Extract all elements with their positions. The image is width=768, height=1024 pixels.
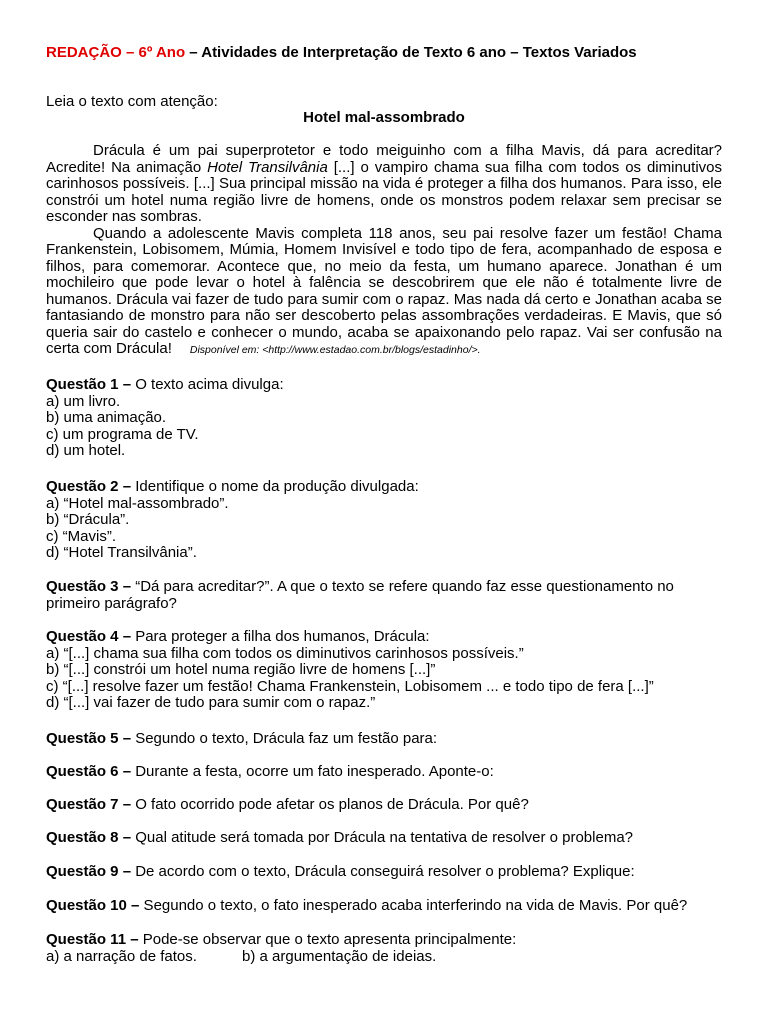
- option-b: b) “[...] constrói um hotel numa região livre de homens [...]”: [46, 661, 436, 679]
- option-d: d) “[...] vai fazer de tudo para sumir com o rapaz.”: [46, 694, 376, 712]
- option-b: b) a argumentação de ideias.: [242, 947, 437, 965]
- option-c: c) “Mavis”.: [46, 527, 116, 545]
- option-b: b) uma animação.: [46, 409, 167, 427]
- question-9: Questão 9 – De acordo com o texto, Drácula conseguirá resolver o problema? Explique:: [46, 863, 635, 880]
- question-6: Questão 6 – Durante a festa, ocorre um fato inesperado. Aponte-o:: [46, 763, 494, 780]
- question-2: Questão 2 – Identifique o nome da produção divulgada: a) “Hotel mal-assombrado”. b) “Drácula”. c) “Mavis”. d) “Hotel Transilvânia”.: [46, 479, 722, 562]
- question-5: Questão 5 – Segundo o texto, Drácula faz um festão para:: [46, 730, 438, 747]
- question-1: Questão 1 – O texto acima divulga: a) um livro. b) uma animação. c) um programa de TV. d) um hotel.: [46, 377, 722, 460]
- question-10: Questão 10 – Segundo o texto, o fato inesperado acaba interferindo na vida de Mavis. Por quê?: [46, 897, 688, 914]
- option-a: a) um livro.: [46, 392, 121, 410]
- option-d: d) um hotel.: [46, 442, 126, 460]
- option-a: a) “[...] chama sua filha com todos os diminutivos carinhosos possíveis.”: [46, 644, 524, 662]
- paragraph-1: Drácula é um pai superprotetor e todo meiguinho com a filha Mavis, dá para acreditar? Acredite! Na animação Hotel Transilvânia [...] o vampiro chama sua filha com todos os diminutivos carinhosos possíveis. [...] Sua principal missão na vida é proteger a filha dos humanos. Para isso, ele constrói um hotel numa região livre de homens, onde os monstros podem relaxar sem precisar se esconder nas sombras.: [46, 142, 722, 225]
- option-d: d) “Hotel Transilvânia”.: [46, 544, 197, 562]
- option-b: b) “Drácula”.: [46, 511, 130, 529]
- intro-line: Leia o texto com atenção:: [46, 93, 218, 110]
- question-8: Questão 8 – Qual atitude será tomada por Drácula na tentativa de resolver o problema?: [46, 829, 633, 846]
- question-11: Questão 11 – Pode-se observar que o texto apresenta principalmente: a) a narração de fatos. b) a argumentação de ideias.: [46, 932, 722, 965]
- option-a: a) “Hotel mal-assombrado”.: [46, 494, 229, 512]
- question-4: Questão 4 – Para proteger a filha dos humanos, Drácula: a) “[...] chama sua filha com todos os diminutivos carinhosos possíveis.” b) “[...] constrói um hotel numa região livre de homens [...]” c) “[...] resolve fazer um festão! Chama Frankenstein, Lobisomem ... e todo tipo de fera [...]” d) “[...] vai fazer de tudo para sumir com o rapaz.”: [46, 629, 722, 712]
- option-a: a) a narração de fatos.: [46, 947, 197, 965]
- movie-title: Hotel Transilvânia: [207, 158, 328, 176]
- text-title: Hotel mal-assombrado: [303, 109, 465, 126]
- document-header: [46, 44, 726, 61]
- header-title: Atividades de Interpretação de Texto 6 ano – Textos Variados: [201, 44, 637, 61]
- paragraph-2: Quando a adolescente Mavis completa 118 anos, seu pai resolve fazer um festão! Chama Frankenstein, Lobisomem, Múmia, Homem Invisível e todo tipo de fera, acompanhado de esposa e filhos, para comemorar. Acontece que, no meio da festa, um humano aparece. Jonathan é um mochileiro que pode levar o hotel à falência se descobrirem que ele não é totalmente livre de humanos. Drácula vai fazer de tudo para sumir com o rapaz. Mas nada dá certo e Jonathan acaba se fantasiando de monstro para não ser descoberto pelas assombrações verdadeiras. E Mavis, que só queria sair do castelo e conhecer o mundo, acaba se apaixonando pelo rapaz. Vai ser confusão na certa com Drácula! Disponível em: <http://www.estadao.com.br/blogs/estadinho/>.: [46, 224, 722, 357]
- question-7: Questão 7 – O fato ocorrido pode afetar os planos de Drácula. Por quê?: [46, 796, 529, 813]
- header-dash: –: [185, 44, 202, 61]
- question-3: Questão 3 – “Dá para acreditar?”. A que o texto se refere quando faz esse questionamento no primeiro parágrafo?: [46, 578, 674, 612]
- option-c: c) um programa de TV.: [46, 425, 199, 443]
- option-c: c) “[...] resolve fazer um festão! Chama Frankenstein, Lobisomem ... e todo tipo de fera [...]”: [46, 677, 654, 695]
- source-citation: Disponível em: <http://www.estadao.com.br/blogs/estadinho/>.: [189, 344, 481, 356]
- options-row: [46, 949, 722, 966]
- header-subject: REDAÇÃO – 6º Ano: [46, 44, 186, 61]
- reading-text: [46, 143, 722, 359]
